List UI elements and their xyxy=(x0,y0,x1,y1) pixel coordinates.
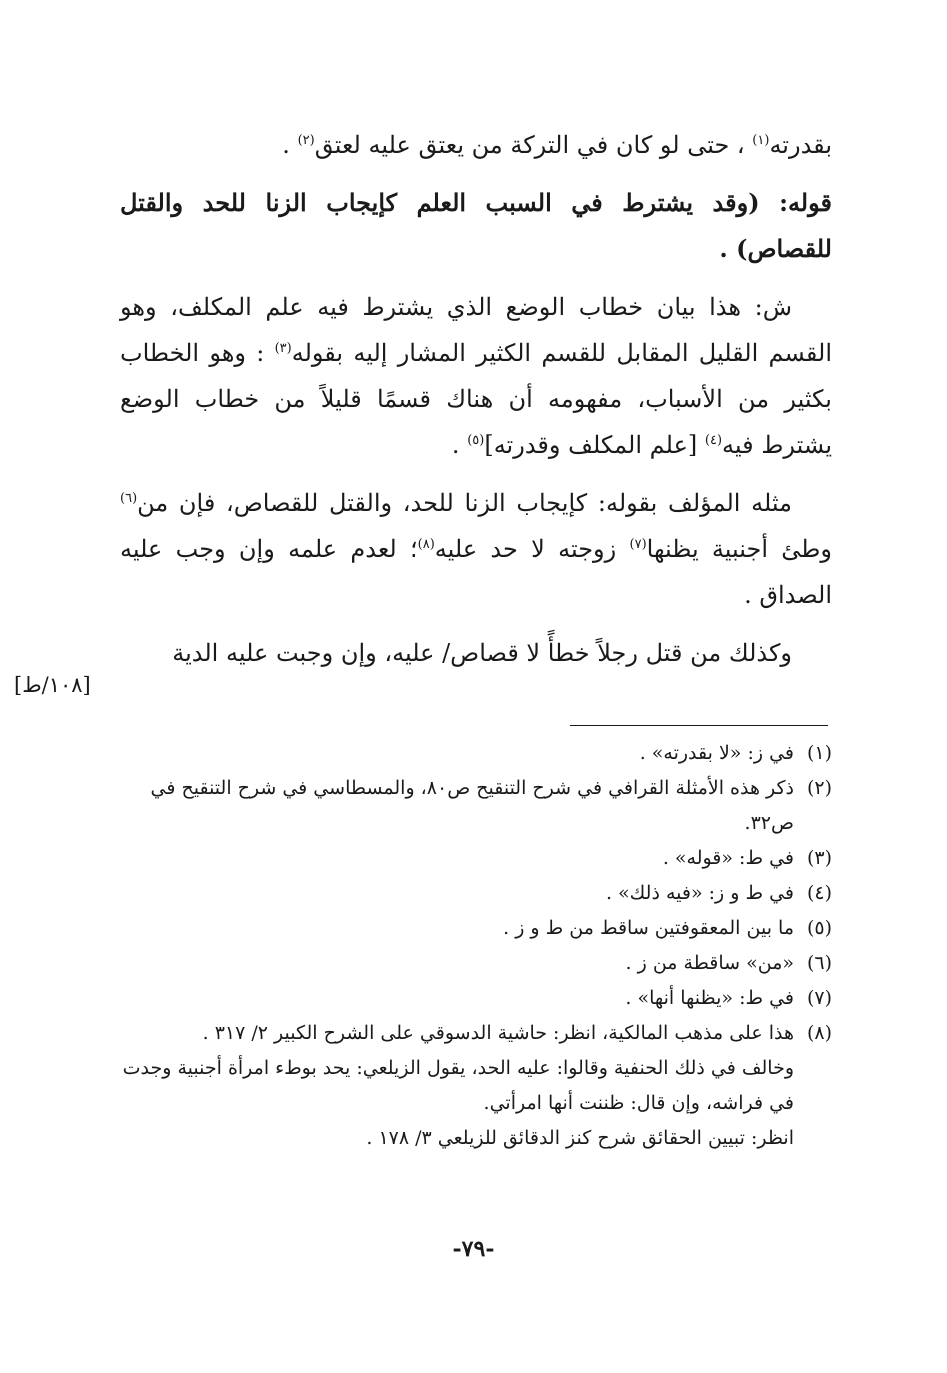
footnote-text: ما بين المعقوفتين ساقط من ط و ز . xyxy=(503,917,794,939)
footnote-ref-4[interactable]: (٤) xyxy=(704,433,723,448)
paragraph-3 xyxy=(120,284,832,468)
footnote-1 xyxy=(120,736,832,771)
footnote-4 xyxy=(120,876,832,911)
footnote-number: (٤) xyxy=(806,882,832,904)
footnote-text: في ط: «قوله» . xyxy=(662,847,794,869)
paragraph-4 xyxy=(120,480,832,618)
footnote-8-continued-2: انظر: تبيين الحقائق شرح كنز الدقائق للزيلعي ٣/ ١٧٨ . xyxy=(366,1127,794,1149)
text-run: بقدرته xyxy=(769,131,832,159)
page-number: -٧٩- xyxy=(452,1236,495,1262)
footnote-2 xyxy=(120,771,832,841)
text-run: [علم المكلف وقدرته] xyxy=(484,431,705,459)
footnote-text: ذكر هذه الأمثلة القرافي في شرح التنقيح ص٨٠، والمسطاسي في شرح التنقيح في ص٣٢. xyxy=(150,777,794,834)
footnote-divider xyxy=(570,725,828,726)
footnote-text: هذا على مذهب المالكية، انظر: حاشية الدسوقي على الشرح الكبير ٢/ ٣١٧ . xyxy=(202,1022,794,1044)
paragraph-quote-heading: قوله: (وقد يشترط في السبب العلم كإيجاب الزنا للحد والقتل للقصاص) . xyxy=(120,188,832,263)
footnote-number: (١) xyxy=(806,742,832,764)
footnote-3 xyxy=(120,841,832,876)
footnote-number: (٥) xyxy=(806,917,832,939)
paragraph-1 xyxy=(120,122,832,168)
footnote-7 xyxy=(120,981,832,1016)
footnote-ref-8[interactable]: (٨) xyxy=(417,537,435,552)
footnote-ref-7[interactable]: (٧) xyxy=(629,537,647,552)
footnote-ref-2[interactable]: (٢) xyxy=(297,133,315,148)
text-run: مثله المؤلف بقوله: كإيجاب الزنا للحد، والقتل للقصاص، فإن من xyxy=(137,489,792,517)
text-run: ش: هذا بيان خطاب الوضع الذي يشترط فيه علم المكلف، وهو القسم القليل المقابل للقسم الكثير المشار إليه بقوله xyxy=(120,293,833,367)
footnote-number: (٦) xyxy=(806,952,832,974)
text-run: ؛ لعدم علمه وإن وجب عليه الصداق . xyxy=(120,535,832,609)
text-run: ، حتى لو كان في التركة من يعتق عليه لعتق xyxy=(314,131,753,159)
footnote-number: (٧) xyxy=(806,987,832,1009)
footnote-text: في ط: «يظنها أنها» . xyxy=(625,987,794,1009)
manuscript-margin-note: [١٠٨/ط] xyxy=(14,673,91,697)
footnote-5 xyxy=(120,911,832,946)
text-run: : وهو الخطاب بكثير من الأسباب، مفهومه أن هناك قسمًا قليلاً من خطاب الوضع يشترط فيه xyxy=(120,339,832,459)
footnote-text: في ز: «لا بقدرته» . xyxy=(639,742,794,764)
text-run: وطئ أجنبية يظنها xyxy=(646,535,832,563)
footnote-ref-6[interactable]: (٦) xyxy=(120,491,138,506)
footnote-ref-3[interactable]: (٣) xyxy=(274,341,292,356)
footnote-number: (٣) xyxy=(806,847,832,869)
footnote-text: في ط و ز: «فيه ذلك» . xyxy=(605,882,794,904)
footnote-8-continued-1: وخالف في ذلك الحنفية وقالوا: عليه الحد، يقول الزيلعي: يحد بوطء امرأة أجنبية وجدت في فراشه، وإن قال: ظننت أنها امرأتي. xyxy=(122,1057,794,1114)
footnote-number: (٨) xyxy=(806,1022,832,1044)
footnote-8 xyxy=(120,1016,832,1051)
text-run: زوجته لا حد عليه xyxy=(434,535,630,563)
footnote-ref-5[interactable]: (٥) xyxy=(467,433,485,448)
paragraph-5: وكذلك من قتل رجلاً خطأً لا قصاص/ عليه، وإن وجبت عليه الدية xyxy=(172,639,792,667)
main-text xyxy=(120,122,832,688)
footnote-6 xyxy=(120,946,832,981)
footnote-ref-1[interactable]: (١) xyxy=(752,133,770,148)
footnote-number: (٢) xyxy=(806,777,832,799)
text-run: . xyxy=(282,131,298,159)
footnotes xyxy=(120,736,832,1156)
footnote-text: «من» ساقطة من ز . xyxy=(625,952,794,974)
text-run: . xyxy=(451,431,468,459)
